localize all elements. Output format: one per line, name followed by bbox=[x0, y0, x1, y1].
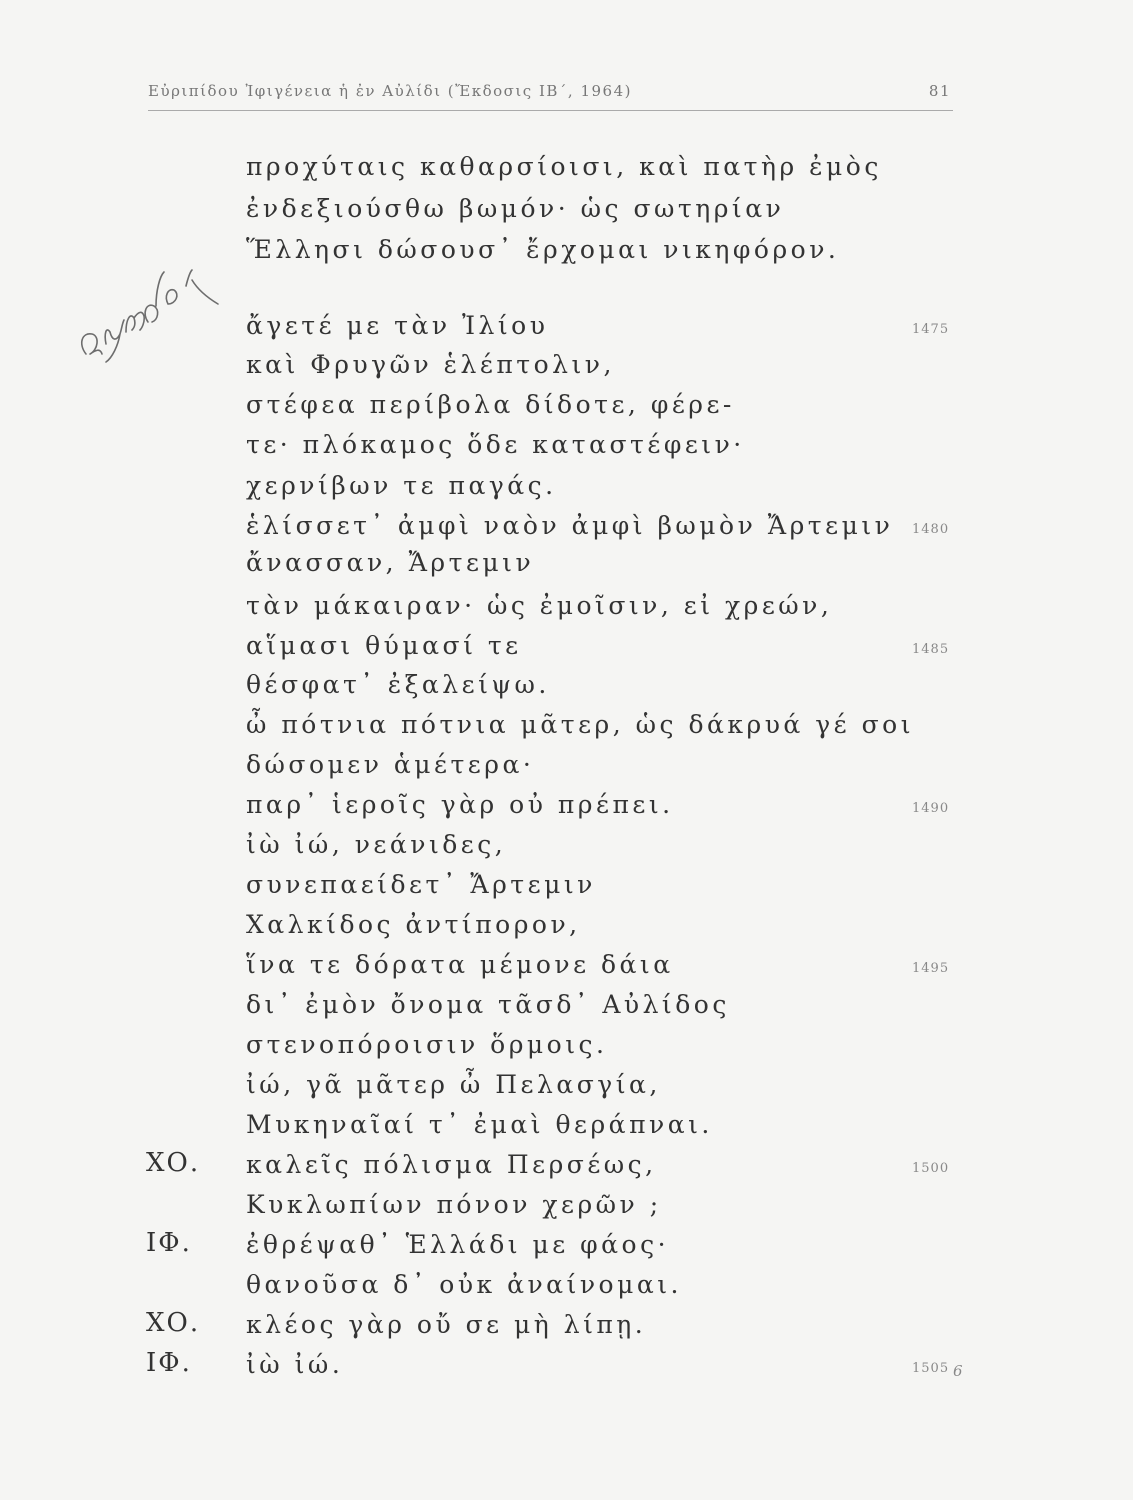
verse-line: καλεῖς πόλισμα Περσέως, bbox=[246, 1150, 657, 1179]
line-number: 1495 bbox=[912, 961, 950, 976]
verse-line: δι᾽ ἐμὸν ὄνομα τᾶσδ᾽ Αὐλίδος bbox=[246, 990, 730, 1019]
page-number: 81 bbox=[928, 82, 951, 100]
signature-mark: 6 bbox=[953, 1362, 963, 1380]
verse-line: ἐθρέψαθ᾽ Ἑλλάδι με φάος· bbox=[246, 1230, 670, 1259]
verse-line: ἰώ, γᾶ μᾶτερ ὦ Πελασγία, bbox=[246, 1070, 661, 1099]
speaker-label: ΙΦ. bbox=[146, 1228, 192, 1258]
verse-line: προχύταις καθαρσίοισι, καὶ πατὴρ ἐμὸς bbox=[246, 152, 882, 181]
verse-line: τε· πλόκαμος ὅδε καταστέφειν· bbox=[246, 430, 745, 459]
verse-line: Κυκλωπίων πόνον χερῶν ; bbox=[246, 1190, 662, 1219]
verse-line: ἑλίσσετ᾽ ἀμφὶ ναὸν ἀμφὶ βωμὸν Ἄρτεμιν bbox=[246, 511, 894, 540]
verse-line: Χαλκίδος ἀντίπορον, bbox=[246, 910, 581, 939]
verse-line: ἄνασσαν, Ἄρτεμιν bbox=[246, 548, 535, 577]
verse-line: αἵμασι θύμασί τε bbox=[246, 631, 522, 660]
verse-line: θανοῦσα δ᾽ οὐκ ἀναίνομαι. bbox=[246, 1270, 682, 1299]
line-number: 1490 bbox=[912, 801, 950, 816]
line-number: 1500 bbox=[912, 1161, 950, 1176]
line-number: 1485 bbox=[912, 642, 950, 657]
verse-line: Ἕλλησι δώσουσ᾽ ἔρχομαι νικηφόρον. bbox=[246, 235, 840, 264]
verse-line: ὦ πότνια πότνια μᾶτερ, ὡς δάκρυά γέ σοι bbox=[246, 710, 914, 739]
line-number: 1475 bbox=[912, 322, 950, 337]
verse-line: συνεπαείδετ᾽ Ἄρτεμιν bbox=[246, 870, 596, 899]
running-header bbox=[148, 78, 953, 111]
running-title: Εὐριπίδου Ἰφιγένεια ἡ ἐν Αὐλίδι (Ἔκδοσις ΙΒ΄, 1964) bbox=[148, 82, 632, 100]
line-number: 1505 bbox=[912, 1361, 950, 1376]
verse-line: Μυκηναῖαί τ᾽ ἐμαὶ θεράπναι. bbox=[246, 1110, 713, 1139]
verse-line: θέσφατ᾽ ἐξαλείψω. bbox=[246, 670, 550, 699]
speaker-label: ΧΟ. bbox=[146, 1308, 201, 1338]
verse-line: ἰὼ ἰώ, νεάνιδες, bbox=[246, 830, 507, 859]
verse-line: τὰν μάκαιραν· ὡς ἐμοῖσιν, εἰ χρεών, bbox=[246, 591, 833, 620]
verse-line: δώσομεν ἁμέτερα· bbox=[246, 750, 535, 779]
speaker-label: ΙΦ. bbox=[146, 1348, 192, 1378]
verse-line: καὶ Φρυγῶν ἑλέπτολιν, bbox=[246, 350, 615, 379]
verse-line: ἵνα τε δόρατα μέμονε δάια bbox=[246, 950, 674, 979]
verse-line: κλέος γὰρ οὔ σε μὴ λίπῃ. bbox=[246, 1310, 647, 1339]
verse-line: στενοπόροισιν ὅρμοις. bbox=[246, 1030, 608, 1059]
line-number: 1480 bbox=[912, 522, 950, 537]
handwritten-annotation bbox=[72, 250, 232, 380]
verse-line: ἄγετέ με τὰν Ἰλίου bbox=[246, 311, 549, 340]
speaker-label: ΧΟ. bbox=[146, 1148, 201, 1178]
verse-line: ἰὼ ἰώ. bbox=[246, 1350, 344, 1379]
verse-line: ἐνδεξιούσθω βωμόν· ὡς σωτηρίαν bbox=[246, 194, 785, 223]
verse-line: στέφεα περίβολα δίδοτε, φέρε- bbox=[246, 390, 735, 419]
verse-line: χερνίβων τε παγάς. bbox=[246, 471, 557, 500]
verse-line: παρ᾽ ἱεροῖς γὰρ οὐ πρέπει. bbox=[246, 790, 674, 819]
